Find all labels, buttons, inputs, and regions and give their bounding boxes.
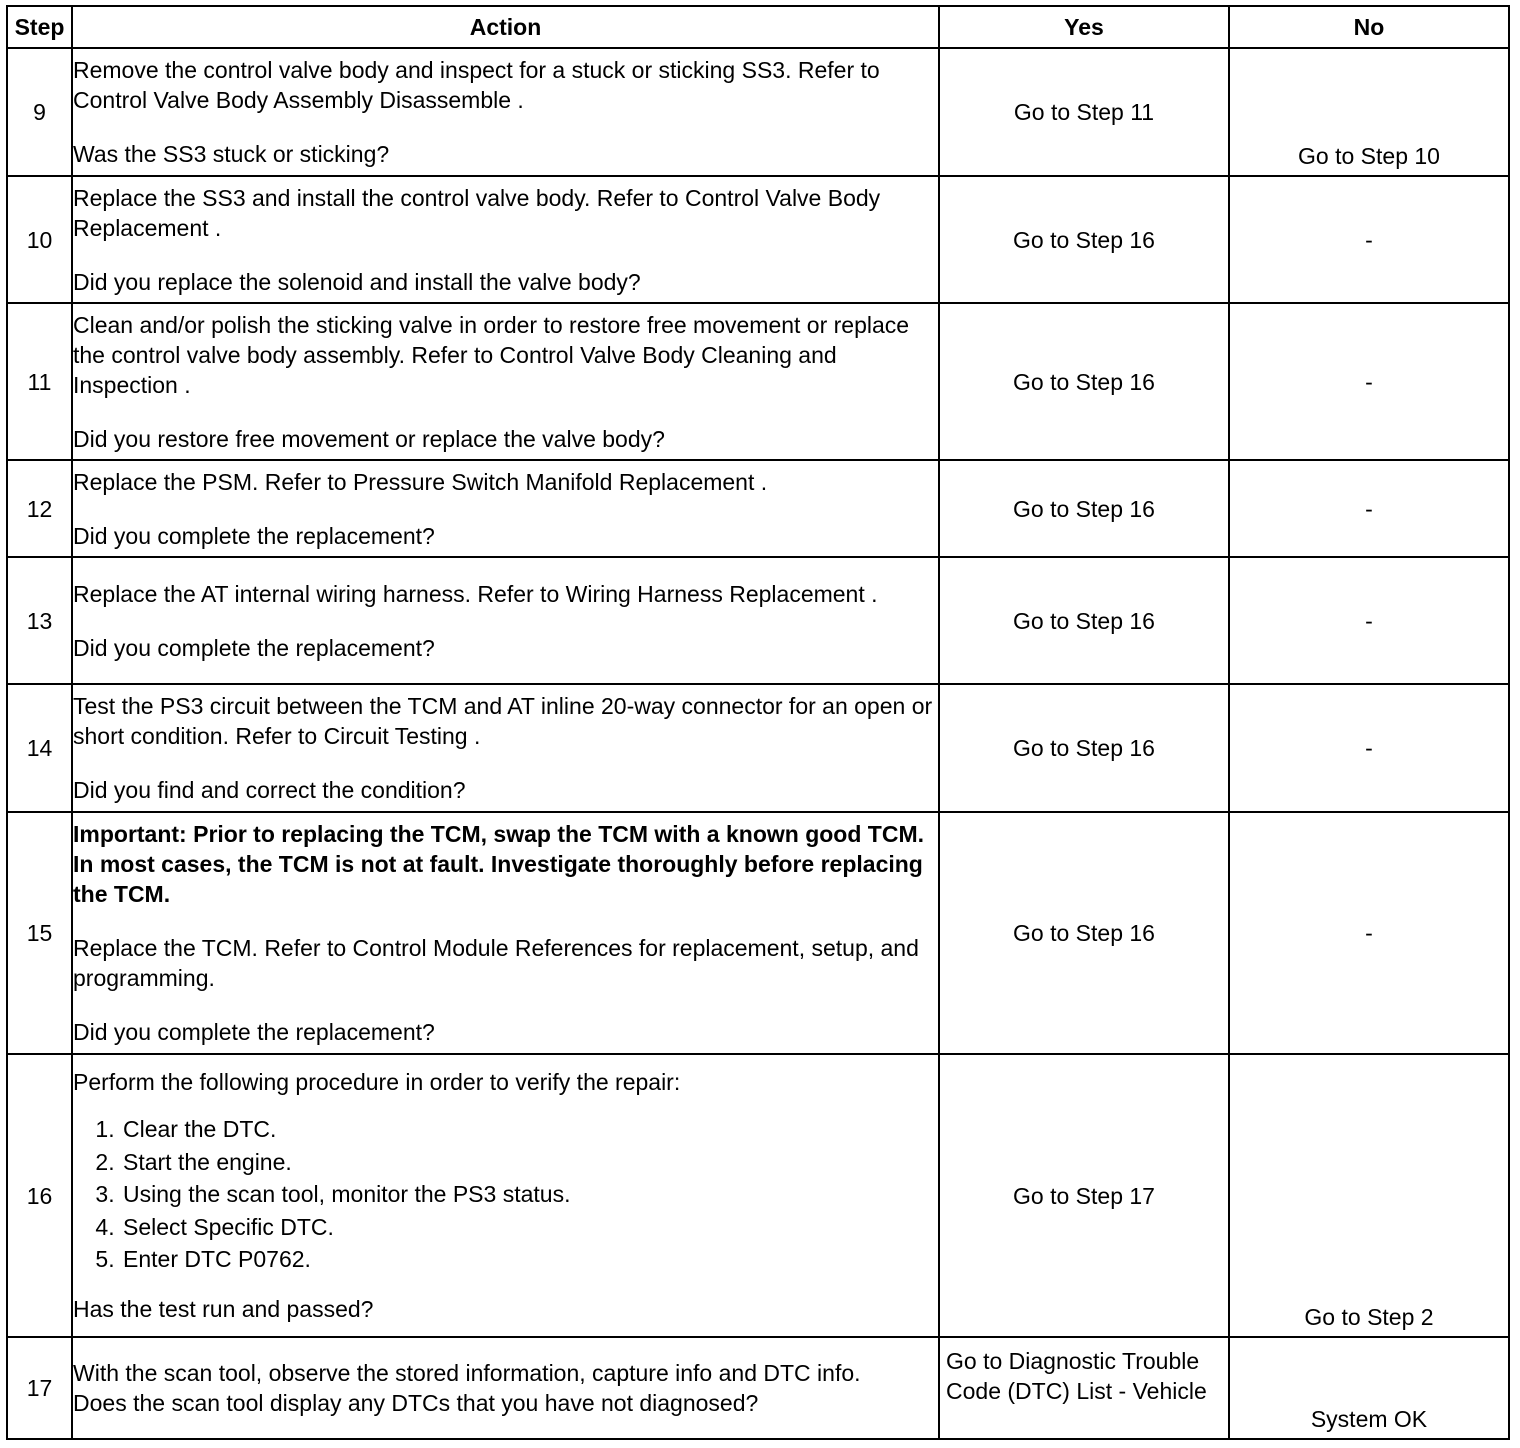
- action-question: Did you complete the replacement?: [73, 522, 435, 549]
- action-question: Did you complete the replacement?: [73, 634, 435, 661]
- no-value: -: [1229, 460, 1509, 557]
- action-question: Has the test run and passed?: [73, 1295, 374, 1322]
- step-number: 10: [7, 176, 72, 303]
- table-row: [7, 303, 1509, 460]
- no-link[interactable]: Go to Step 2: [1229, 1054, 1509, 1337]
- action-question: Did you restore free movement or replace the valve body?: [73, 425, 665, 452]
- action-cell: [72, 303, 939, 460]
- step-number: 15: [7, 812, 72, 1054]
- table-row: [7, 48, 1509, 176]
- action-text: Replace the PSM. Refer to Pressure Switch Manifold Replacement .: [73, 468, 768, 495]
- step-number: 12: [7, 460, 72, 557]
- table-row: [7, 176, 1509, 303]
- no-value: -: [1229, 684, 1509, 812]
- table-row: [7, 557, 1509, 684]
- header-row: [7, 6, 1509, 48]
- action-text: Test the PS3 circuit between the TCM and AT inline 20-way connector for an open or short condition. Refer to Circuit Testing .: [73, 693, 933, 749]
- action-text: Replace the AT internal wiring harness. Refer to Wiring Harness Replacement .: [73, 580, 878, 607]
- list-item: 3. Using the scan tool, monitor the PS3 status.: [121, 1178, 938, 1211]
- procedure-list: [73, 1113, 938, 1276]
- action-text: Perform the following procedure in order to verify the repair:: [73, 1069, 681, 1096]
- no-value: System OK: [1229, 1337, 1509, 1439]
- action-question: Did you complete the replacement?: [73, 1019, 435, 1045]
- step-number: 13: [7, 557, 72, 684]
- header-step: Step: [7, 6, 72, 48]
- action-text: Remove the control valve body and inspect for a stuck or sticking SS3. Refer to Control Valve Body Assembly Disassemble .: [73, 57, 880, 113]
- yes-link[interactable]: Go to Step 16: [939, 684, 1229, 812]
- action-text: Replace the SS3 and install the control valve body. Refer to Control Valve Body Replacement .: [73, 184, 881, 241]
- action-cell: [72, 812, 939, 1054]
- action-cell: [72, 460, 939, 557]
- list-item: 5. Enter DTC P0762.: [121, 1243, 938, 1276]
- yes-link[interactable]: Go to Diagnostic Trouble Code (DTC) List - Vehicle: [939, 1337, 1229, 1439]
- yes-link[interactable]: Go to Step 11: [939, 48, 1229, 176]
- header-no: No: [1229, 6, 1509, 48]
- table-row: [7, 684, 1509, 812]
- action-question: Did you find and correct the condition?: [73, 777, 466, 803]
- action-cell: [72, 684, 939, 812]
- action-cell: [72, 176, 939, 303]
- header-action: Action: [72, 6, 939, 48]
- table-row: [7, 460, 1509, 557]
- list-item: 1. Clear the DTC.: [121, 1113, 938, 1146]
- no-link[interactable]: Go to Step 10: [1229, 48, 1509, 176]
- diagnostic-table: [6, 5, 1510, 1440]
- step-number: 14: [7, 684, 72, 812]
- no-value: -: [1229, 303, 1509, 460]
- action-text: Clean and/or polish the sticking valve in order to restore free movement or replace the control valve body assembly. Refer to Control Valve Body Cleaning and Inspection .: [73, 311, 910, 398]
- step-number: 17: [7, 1337, 72, 1439]
- action-question: Did you replace the solenoid and install the valve body?: [73, 268, 641, 295]
- table-row: [7, 1337, 1509, 1439]
- no-value: -: [1229, 812, 1509, 1054]
- no-value: -: [1229, 557, 1509, 684]
- yes-link[interactable]: Go to Step 16: [939, 557, 1229, 684]
- no-value: -: [1229, 176, 1509, 303]
- action-cell: [72, 1337, 939, 1439]
- list-item: 4. Select Specific DTC.: [121, 1211, 938, 1244]
- yes-link[interactable]: Go to Step 17: [939, 1054, 1229, 1337]
- step-number: 11: [7, 303, 72, 460]
- action-question: Does the scan tool display any DTCs that you have not diagnosed?: [73, 1390, 759, 1416]
- step-number: 9: [7, 48, 72, 176]
- list-item: 2. Start the engine.: [121, 1146, 938, 1179]
- yes-link[interactable]: Go to Step 16: [939, 176, 1229, 303]
- table-row: [7, 1054, 1509, 1337]
- table-row: [7, 812, 1509, 1054]
- important-note: Important: Prior to replacing the TCM, swap the TCM with a known good TCM. In most cases, the TCM is not at fault. Investigate thoroughly before replacing the TCM.: [73, 821, 924, 907]
- action-text: Replace the TCM. Refer to Control Module References for replacement, setup, and programming.: [73, 935, 919, 991]
- action-text: With the scan tool, observe the stored information, capture info and DTC info.: [73, 1360, 861, 1386]
- action-question: Was the SS3 stuck or sticking?: [73, 141, 390, 167]
- header-yes: Yes: [939, 6, 1229, 48]
- action-cell: [72, 48, 939, 176]
- yes-link[interactable]: Go to Step 16: [939, 460, 1229, 557]
- yes-link[interactable]: Go to Step 16: [939, 303, 1229, 460]
- action-cell: [72, 1054, 939, 1337]
- action-cell: [72, 557, 939, 684]
- yes-link[interactable]: Go to Step 16: [939, 812, 1229, 1054]
- step-number: 16: [7, 1054, 72, 1337]
